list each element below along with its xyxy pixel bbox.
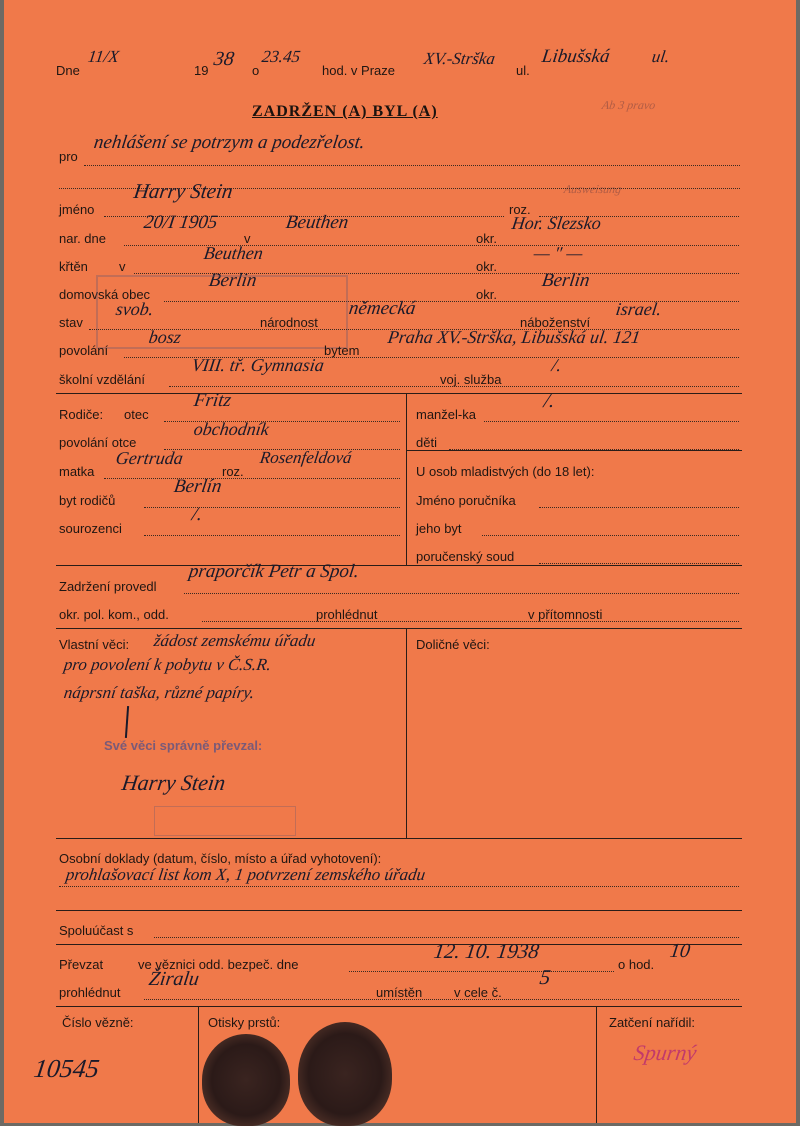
pro-line [84,165,740,166]
sour-label: sourozenci [59,521,122,536]
voj-label: voj. služba [440,372,502,387]
dolicne-label: Doličné věci: [416,637,490,652]
otisky-label: Otisky prstů: [208,1015,281,1030]
year-value: 38 [212,48,236,70]
okr1-value: Hor. Slezsko [510,213,603,233]
okr1-label: okr. [476,231,497,246]
ul-hand: ul. [650,47,671,66]
okr-kom-label: okr. pol. kom., odd. [59,607,169,622]
section-rule-6 [56,944,742,945]
roz2-value: Rosenfeldová [258,448,353,467]
kr-place: Beuthen [202,243,265,263]
manzel-value: /. [542,390,557,412]
dne-label: Dne [56,63,80,78]
prevzat-label: Převzat [59,957,104,972]
ul-label: ul. [516,63,530,78]
jmeno-label: jméno [59,202,95,217]
margin-note-1: Ab 3 pravo [601,98,657,112]
prohl-label: prohlédnut [316,607,378,622]
hod2-value: 10 [668,940,692,962]
section-rule-2 [56,565,742,566]
stav-label: stav [59,315,83,330]
things-line-1: žádost zemskému úřadu [152,631,317,650]
pov-label: povolání [59,343,109,358]
things-line-3: náprsní taška, různé papíry. [62,683,256,702]
prevzat-date: 12. 10. 1938 [432,939,541,963]
bytem-value: Praha XV.-Strška, Libušská ul. 121 [386,327,642,347]
bottom-divider-1 [198,1006,199,1123]
o-label: o [252,63,260,78]
district-value: XV.-Strška [422,49,497,68]
hod2-label: o hod. [618,957,655,972]
bytem-label: bytem [324,343,360,358]
jmeno-value: Harry Stein [132,179,235,203]
matka-label: matka [59,464,95,479]
pritom-label: v přítomnosti [528,607,603,622]
deti-line [449,449,739,450]
deti-label: děti [416,435,437,450]
poruc-label: Jméno poručníka [416,493,516,508]
zatceni-signature: Spurný [632,1040,699,1065]
section-rule-3 [56,628,742,629]
mlad-label: U osob mladistvých (do 18 let): [416,464,595,479]
pov-otce-label: povolání otce [59,435,137,450]
jeho-line [482,535,739,536]
sour-line [144,535,400,536]
faint-stamp-2 [154,806,296,836]
poruc-line [539,507,739,508]
section-rule-1 [56,393,742,394]
umisten-label: umístěn [376,985,423,1000]
pov-otce-value: obchodník [192,419,271,439]
nar-place: Beuthen [284,212,350,233]
nab-value: israel. [614,299,663,319]
vlastni-label: Vlastní věci: [59,637,130,652]
form-title: ZADRŽEN (A) BYL (A) [252,103,438,120]
hour-value: 23.45 [260,47,302,66]
fingerprint-left [202,1034,290,1126]
owner-signature: Harry Stein [120,770,228,795]
fingerprint-right [298,1022,392,1126]
detention-form [4,0,796,1123]
cele-value: 5 [538,965,553,989]
pro-label: pro [59,149,78,164]
date-value: 11/X [86,47,121,66]
docs-line [59,886,739,887]
obec-label: domovská obec [59,287,151,302]
okr2-value: — " — [532,243,584,263]
matka-value: Gertruda [114,448,185,468]
otec-value: Fritz [192,390,233,411]
section-rule-7 [56,1006,742,1007]
nar-label: nar. dne [59,231,106,246]
roz2-label: roz. [222,464,244,479]
cislo-value: 10545 [32,1054,102,1083]
things-line-2: pro povolení k pobytu v Č.S.R. [62,655,273,674]
skol-value: VIII. tř. Gymnasia [190,355,326,375]
byt-label: byt rodičů [59,493,116,508]
okr2-label: okr. [476,259,497,274]
section-rule-5 [56,910,742,911]
provedl-line [184,593,739,594]
soud-line [539,563,739,564]
skol-label: školní vzdělání [59,372,145,387]
obec-value: Berlin [207,270,259,291]
cele-label: v cele č. [454,985,502,1000]
otec-label: otec [124,407,149,422]
stav-value: svob. [114,299,155,319]
year-prefix: 19 [194,63,209,78]
received-stamp: Své věci správně převzal: [104,738,263,753]
voj-value: /. [550,355,563,375]
docs-label: Osobní doklady (datum, číslo, místo a úřad vyhotovení): [59,851,382,866]
provedl-label: Zadržení provedl [59,579,157,594]
spolu-label: Spoluúčast s [59,923,134,938]
right-rule [406,450,742,451]
byt-value: Berlín [172,476,224,497]
provedl-value: praporčík Petr a Spol. [187,561,361,582]
rodice-label: Rodiče: [59,407,104,422]
narod-label: národnost [260,315,318,330]
street-value: Libušská [540,46,612,67]
ve-label: ve věznici odd. bezpeč. dne [138,957,299,972]
okr3-value: Berlin [540,270,592,291]
parents-divider [406,393,407,565]
soud-label: poručenský soud [416,549,515,564]
margin-note-2: Ausweisung [563,182,623,196]
pov-value: bosz [147,327,183,347]
nar-v-label: v [244,231,251,246]
docs-value: prohlašovací list kom X, 1 potvrzení zemského úřadu [64,865,427,884]
manzel-label: manžel-ka [416,407,476,422]
narod-value: německá [347,298,418,319]
things-divider [406,628,407,838]
prohl2-value: Žiralu [147,968,201,990]
nar-value: 20/I 1905 [142,212,219,233]
spolu-line [154,937,739,938]
okr-kom-line [202,621,739,622]
zatceni-label: Zatčení nařídil: [609,1015,695,1030]
ink-stroke [125,706,129,738]
manzel-line [484,421,739,422]
section-rule-4 [56,838,742,839]
skol-line [169,386,739,387]
hod-label: hod. v Praze [322,63,395,78]
sour-value: /. [190,504,204,525]
kr-v-label: v [119,259,126,274]
prohl2-line [144,999,739,1000]
cislo-label: Číslo vězně: [62,1015,134,1030]
byt-line [144,507,400,508]
prevzat-line [349,971,614,972]
okr3-label: okr. [476,287,497,302]
roz-label: roz. [509,202,531,217]
pro-value: nehlášení se potrzym a podezřelost. [92,132,367,153]
jeho-label: jeho byt [416,521,462,536]
matka-line [104,478,400,479]
nab-label: náboženství [520,315,591,330]
kr-label: křtěn [59,259,88,274]
bottom-divider-2 [596,1006,597,1123]
prohl2-label: prohlédnut [59,985,121,1000]
